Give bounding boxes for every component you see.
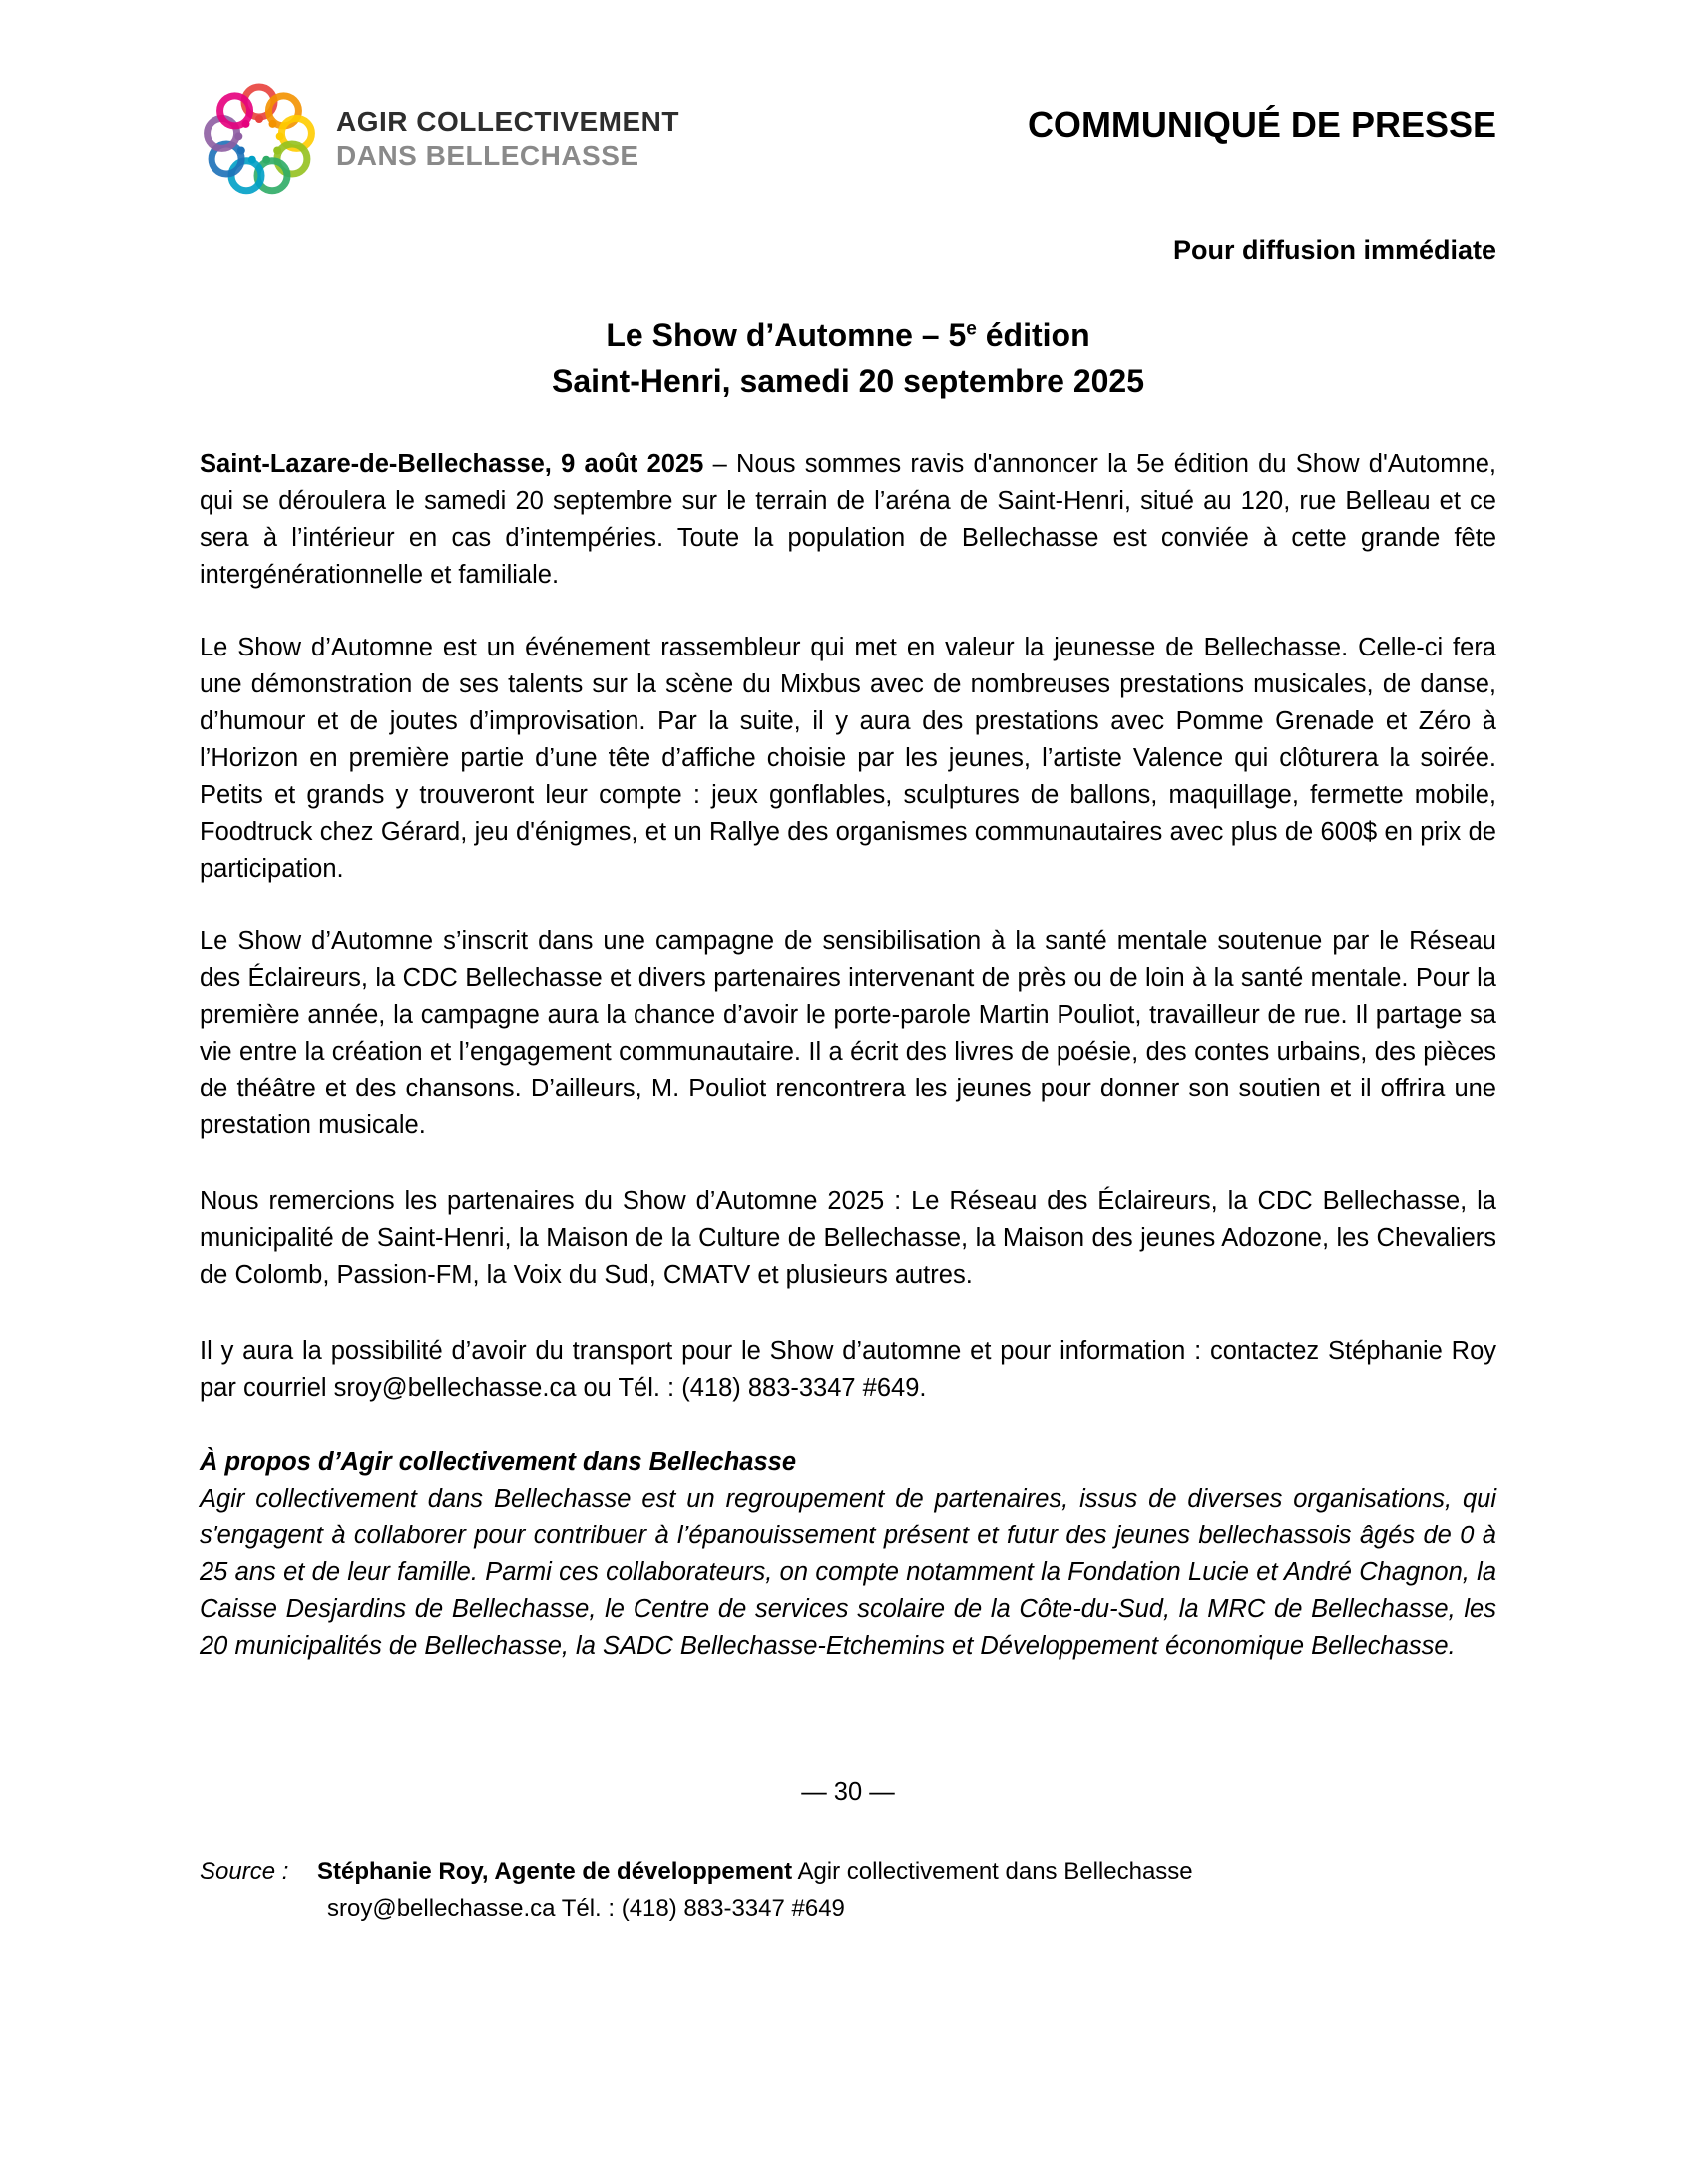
source-contact-line xyxy=(317,1853,1193,1890)
paragraph-partners: Nous remercions les partenaires du Show d’Automne 2025 : Le Réseau des Éclaireurs, la CDC Bellechasse, la municipalité de Saint-Henri, la Maison de la Culture de Bellechasse, la Maison des jeunes Adozone, les Chevaliers de Colomb, Passion-FM, la Voix du Sud, CMATV et plusieurs autres. xyxy=(200,1187,1496,1289)
source-label: Source : xyxy=(200,1858,289,1885)
paragraph-intro-text: – Nous sommes ravis d'annoncer la 5e édition du Show d'Automne, qui se déroulera le samedi 20 septembre sur le terrain de l’aréna de Saint-Henri, situé au 120, rue Belleau et ce sera à l’intérieur en cas d’intempéries. Toute la population de Bellechasse est conviée à cette grande fête intergénérationnelle et familiale. xyxy=(200,450,1496,589)
logo-dot xyxy=(248,156,256,164)
logo-dot xyxy=(273,147,281,155)
event-title-edition: édition xyxy=(976,317,1090,353)
logo-dot xyxy=(269,120,277,128)
logo-dot xyxy=(237,147,245,155)
logo-dot xyxy=(242,120,250,128)
about-paragraph: Agir collectivement dans Bellechasse est un regroupement de partenaires, issus de diverses organisations, qui s'engagent à collaborer pour contribuer à l’épanouissement présent et futur des jeunes bellechassois âgés de 0 à 25 ans et de leur famille. Parmi ces collaborateurs, on compte notamment la Fondation Lucie et André Chagnon, la Caisse Desjardins de Bellechasse, le Centre de services scolaire de la Côte-du-Sud, la MRC de Bellechasse, les 20 municipalités de Bellechasse, la SADC Bellechasse-Etchemins et Développement économique Bellechasse. xyxy=(200,1485,1496,1660)
event-title xyxy=(200,317,1496,354)
logo-dot xyxy=(234,132,242,140)
logo-dot xyxy=(255,115,263,123)
flower-logo-icon xyxy=(200,80,319,200)
org-logo xyxy=(200,80,718,205)
document-type: COMMUNIQUÉ DE PRESSE xyxy=(1027,104,1496,145)
paragraph-program: Le Show d’Automne est un événement rassembleur qui met en valeur la jeunesse de Bellechasse. Celle-ci fera une démonstration de ses talents sur la scène du Mixbus avec de nombreuses prestations musicales, de danse, d’humour et de joutes d’improvisation. Par la suite, il y aura des prestations avec Pomme Grenade et Zéro à l’Horizon en première partie d’une tête d’affiche choisie par les jeunes, l’artiste Valence qui clôturera la soirée. Petits et grands y trouveront leur compte : jeux gonflables, sculptures de ballons, maquillage, fermette mobile, Foodtruck chez Gérard, jeu d'énigmes, et un Rallye des organismes communautaires avec plus de 600$ en prix de participation. xyxy=(200,634,1496,883)
end-marker: — 30 — xyxy=(801,1778,895,1806)
logo-dot xyxy=(262,156,270,164)
paragraph-intro xyxy=(200,446,1496,594)
contact-details: sroy@bellechasse.ca Tél. : (418) 883-3347 #649 xyxy=(327,1895,845,1922)
event-location-date: Saint-Henri, samedi 20 septembre 2025 xyxy=(551,363,1145,399)
release-notice: Pour diffusion immédiate xyxy=(1172,235,1496,265)
org-name-line2: DANS BELLECHASSE xyxy=(336,140,639,171)
dateline: Saint-Lazare-de-Bellechasse, 9 août 2025 xyxy=(200,450,704,478)
about-heading: À propos d’Agir collectivement dans Bellechasse xyxy=(200,1448,797,1476)
org-name-line1: AGIR COLLECTIVEMENT xyxy=(336,106,679,137)
contact-organization: Agir collectivement dans Bellechasse xyxy=(792,1858,1193,1885)
event-title-text: Le Show d’Automne – 5 xyxy=(606,317,967,353)
paragraph-transport: Il y aura la possibilité d’avoir du transport pour le Show d’automne et pour information : contactez Stéphanie Roy par courriel sroy@bellechasse.ca ou Tél. : (418) 883-3347 #649. xyxy=(200,1337,1496,1402)
contact-name: Stéphanie Roy, Agente de développement xyxy=(317,1858,793,1885)
paragraph-campaign: Le Show d’Automne s’inscrit dans une campagne de sensibilisation à la santé mentale soutenue par le Réseau des Éclaireurs, la CDC Bellechasse et divers partenaires intervenant de près ou de loin à la santé mentale. Pour la première année, la campagne aura la chance d’avoir le porte-parole Martin Pouliot, travailleur de rue. Il partage sa vie entre la création et l’engagement communautaire. Il a écrit des livres de poésie, des contes urbains, des pièces de théâtre et des chansons. D’ailleurs, M. Pouliot rencontrera les jeunes pour donner son soutien et il offrira une prestation musicale. xyxy=(200,927,1496,1139)
logo-dot xyxy=(276,132,284,140)
event-title-superscript: e xyxy=(966,318,977,340)
